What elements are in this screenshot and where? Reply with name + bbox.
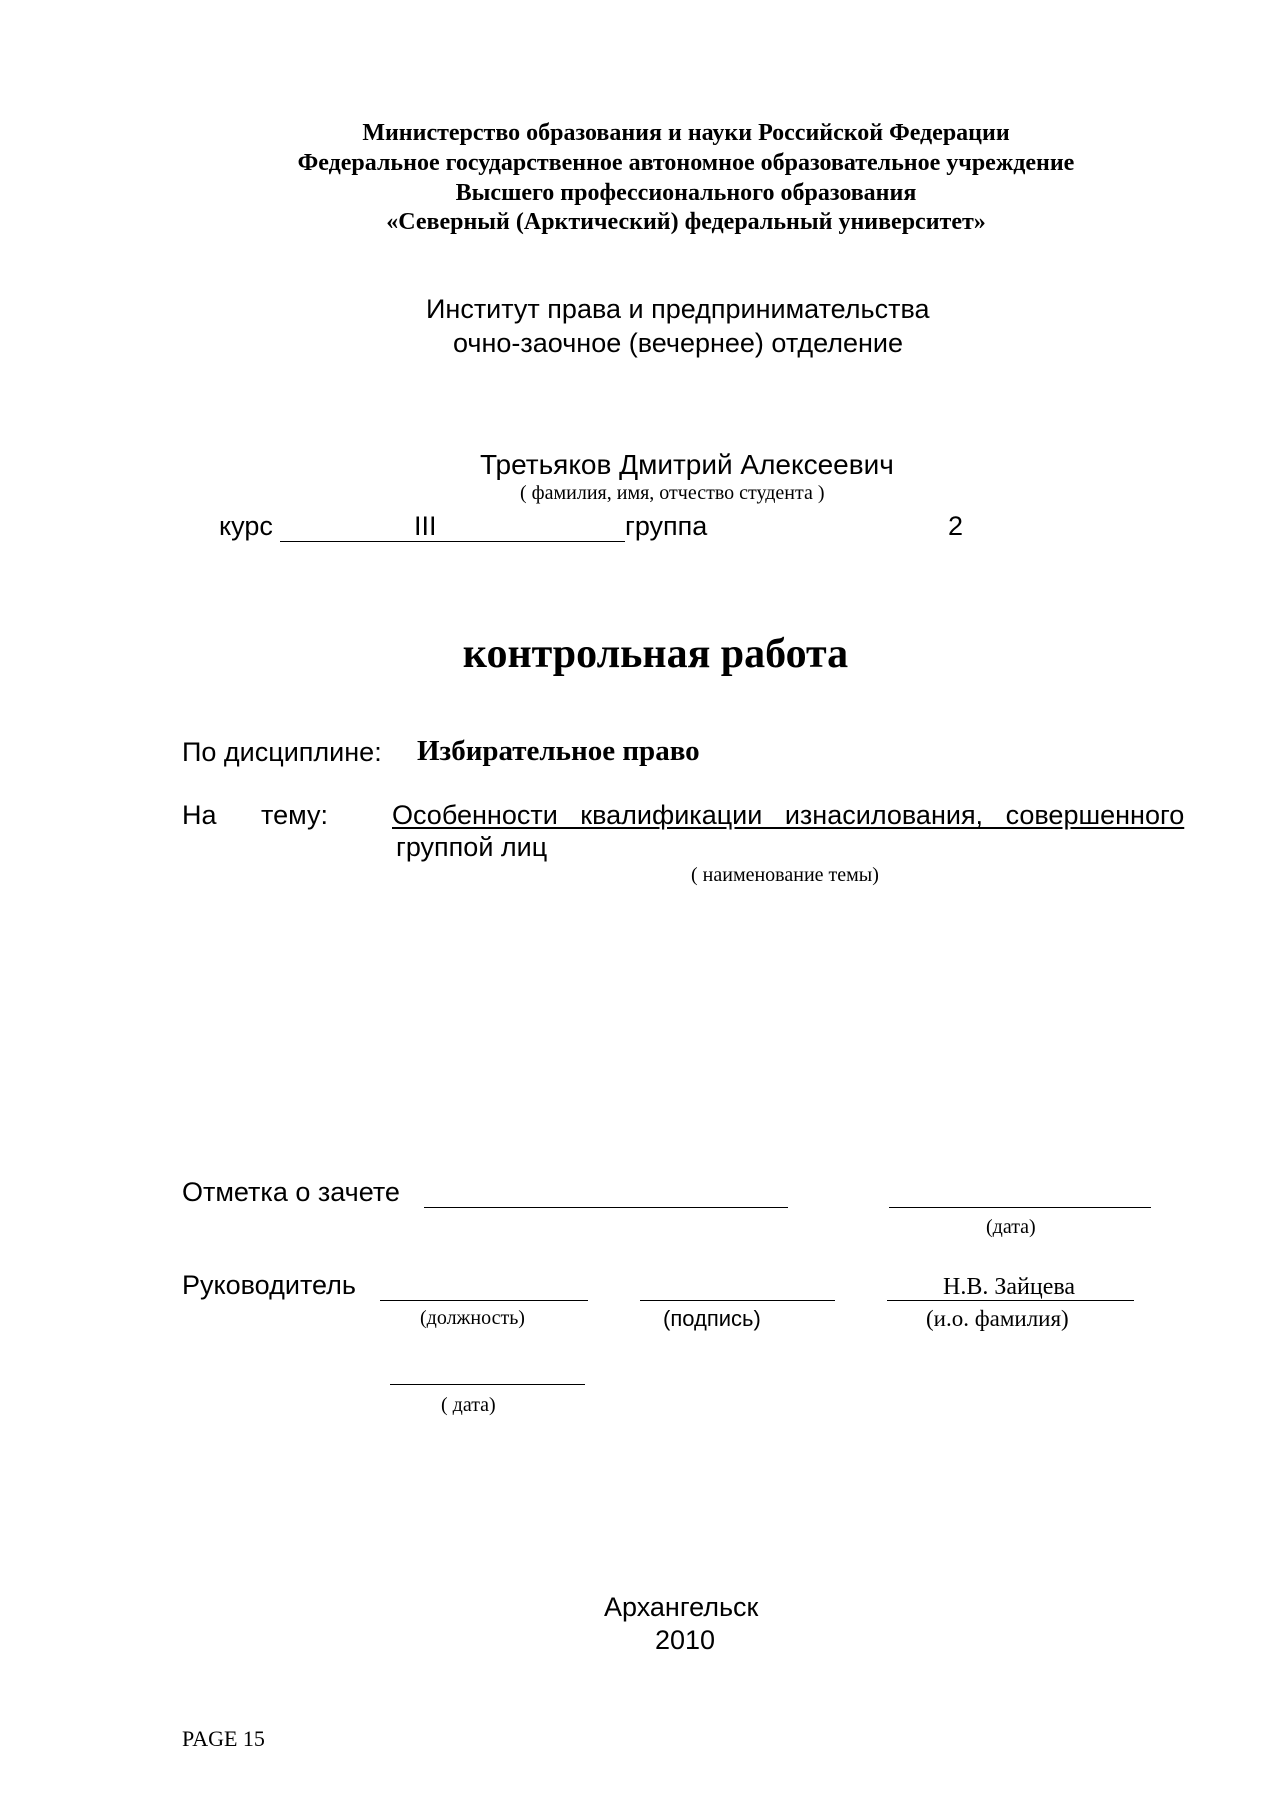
- page-number: PAGE 15: [182, 1726, 265, 1751]
- work-type-title: контрольная работа: [462, 631, 849, 677]
- supervisor-name-caption: (и.о. фамилия): [926, 1306, 1069, 1331]
- course-value: III: [414, 511, 437, 541]
- topic-label-na: На: [182, 800, 217, 830]
- supervisor-name: Н.В. Зайцева: [943, 1274, 1076, 1300]
- institute-name: Институт права и предпринимательства: [426, 294, 930, 324]
- topic-text-line2: группой лиц: [396, 832, 548, 862]
- course-underline: [280, 541, 625, 542]
- supervisor-date-line: [390, 1384, 585, 1385]
- department-name: очно-заочное (вечернее) отделение: [453, 328, 903, 358]
- discipline-label: По дисциплине:: [182, 737, 382, 767]
- city: Архангельск: [604, 1592, 759, 1622]
- credit-label: Отметка о зачете: [182, 1177, 400, 1207]
- supervisor-label: Руководитель: [182, 1270, 356, 1300]
- group-value: 2: [948, 511, 964, 541]
- student-name-caption: ( фамилия, имя, отчество студента ): [520, 482, 825, 504]
- signature-caption: (подпись): [663, 1306, 761, 1331]
- credit-date-line: [889, 1207, 1151, 1208]
- topic-text-line1: Особенности квалификации изнасилования, совершенного: [392, 800, 1185, 830]
- credit-date-caption: (дата): [986, 1216, 1036, 1238]
- supervisor-date-caption: ( дата): [441, 1394, 496, 1416]
- credit-line: [424, 1207, 788, 1208]
- course-label: курс: [219, 511, 273, 541]
- position-line: [380, 1300, 588, 1301]
- university-name-line: «Северный (Арктический) федеральный университет»: [386, 209, 986, 235]
- discipline-value: Избирательное право: [417, 735, 700, 767]
- student-name: Третьяков Дмитрий Алексеевич: [480, 449, 894, 480]
- topic-label-temu: тему:: [261, 800, 328, 830]
- ministry-line: Министерство образования и науки Российской Федерации: [362, 120, 1010, 146]
- topic-caption: ( наименование темы): [691, 864, 879, 886]
- year: 2010: [655, 1625, 716, 1655]
- group-label: группа: [625, 511, 708, 541]
- education-level-line: Высшего профессионального образования: [455, 180, 917, 206]
- institution-type-line: Федеральное государственное автономное образовательное учреждение: [297, 150, 1075, 176]
- position-caption: (должность): [420, 1307, 525, 1329]
- signature-line: [640, 1300, 835, 1301]
